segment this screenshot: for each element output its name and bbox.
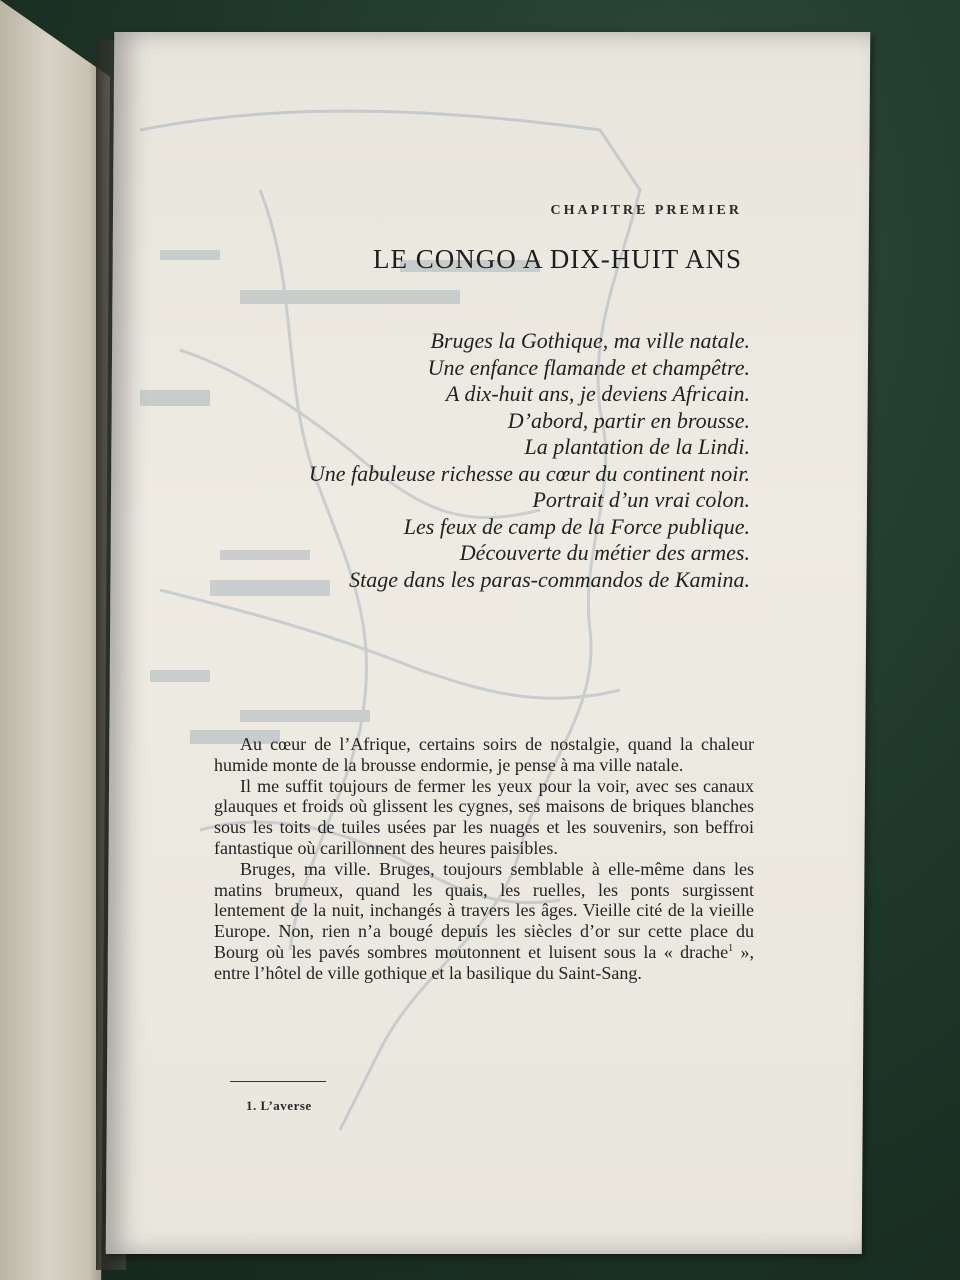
summary-line: Bruges la Gothique, ma ville natale. xyxy=(430,328,750,353)
chapter-summary xyxy=(190,328,750,593)
summary-line: D’abord, partir en brousse. xyxy=(507,407,750,433)
chapter-title: LE CONGO A DIX-HUIT ANS xyxy=(372,244,742,274)
footnote-reference: 1 xyxy=(728,942,734,954)
paragraph: Au cœur de l’Afrique, certains soirs de nostalgie, quand la chaleur humide monte de la brousse endormie, je pense à ma ville natale. xyxy=(214,734,754,775)
show-through-map-image xyxy=(120,70,680,1190)
summary-line: Une fabuleuse richesse au cœur du continent noir. xyxy=(308,460,750,486)
summary-line: Portrait d’un vrai colon. xyxy=(532,487,750,512)
summary-line: La plantation de la Lindi. xyxy=(524,434,750,459)
summary-line: Découverte du métier des armes. xyxy=(459,540,750,565)
left-page-edge xyxy=(0,0,110,1280)
paragraph-text: Bruges, ma ville. Bruges, toujours semblable à elle-même dans les matins brumeux, quand les quais, les ruelles, les ponts surgissent lentement de la nuit, inchangés à travers les âges. Vieille cité de la vieille Europe. Non, rien n’a bougé depuis les siècles d’or sur cette place du Bourg où les pavés sombres moutonnent et luisent sous la « drache xyxy=(214,858,754,962)
summary-line: Stage dans les paras-commandos de Kamina. xyxy=(349,566,750,592)
footnote-divider xyxy=(230,1081,326,1082)
summary-line: Les feux de camp de la Force publique. xyxy=(403,513,750,539)
chapter-label: CHAPITRE PREMIER xyxy=(550,203,742,218)
paragraph-text: », entre l’hôtel de ville gothique et la basilique du Saint-Sang. xyxy=(214,941,755,983)
footnote: 1. L’averse xyxy=(246,1098,312,1113)
summary-line: A dix-huit ans, je deviens Africain. xyxy=(445,381,750,406)
body-text xyxy=(214,734,754,984)
summary-line: Une enfance flamande et champêtre. xyxy=(427,354,750,380)
paragraph xyxy=(214,859,754,984)
paragraph: Il me suffit toujours de fermer les yeux pour la voir, avec ses canaux glauques et froids où glissent les cygnes, ses maisons de briques blanches sous les toits de tuiles usées par les nuages et les souvenirs, son beffroi fantastique où carillonnent des heures paisibles. xyxy=(214,775,754,858)
